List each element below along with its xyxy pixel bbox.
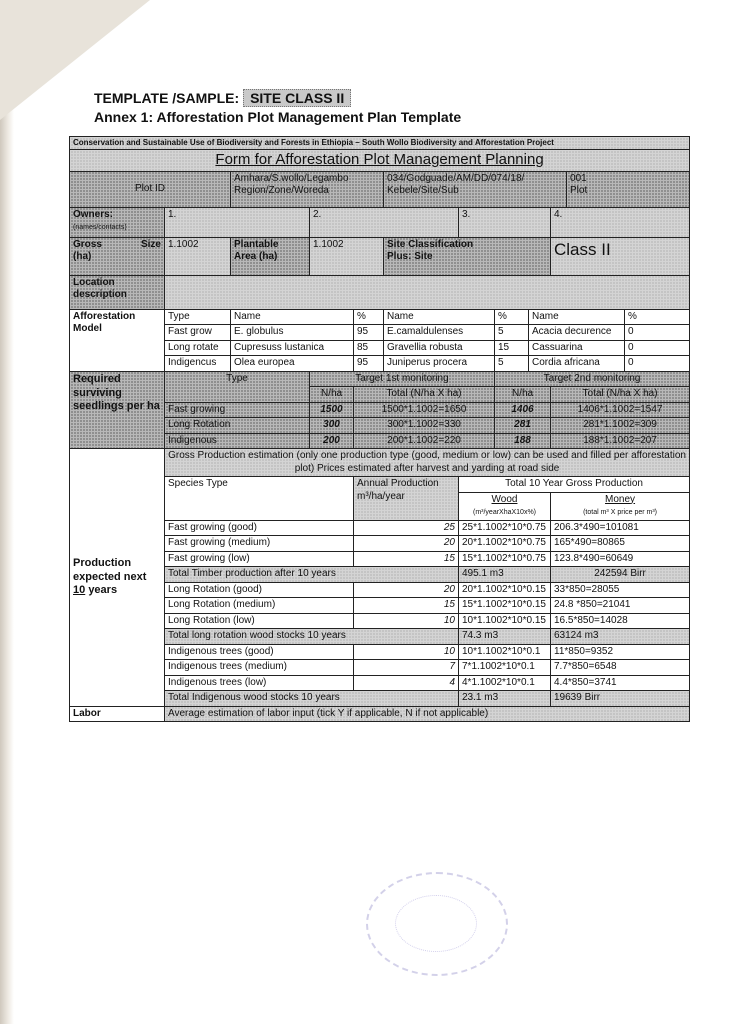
production-species: Indigenous trees (good)	[165, 644, 354, 660]
model-pct-2: 5	[495, 356, 529, 372]
production-wood: 15*1.1002*10*0.75	[459, 551, 551, 567]
production-header-wood-sub: (m³/yearXhaX10x%)	[472, 509, 537, 517]
model-header-pct-1: %	[354, 309, 384, 325]
owners-sublabel: (names/contacts)	[73, 224, 127, 232]
gross-size-value: 1.1002	[165, 237, 231, 275]
production-annual: 25	[354, 520, 459, 536]
production-species: Indigenous trees (medium)	[165, 660, 354, 676]
seedlings-header-target-1: Target 1st monitoring	[310, 371, 495, 387]
page-edge-shadow	[0, 0, 14, 1024]
seedlings-type: Long Rotation	[165, 418, 310, 434]
plantable-label-b: Area (ha)	[234, 251, 278, 263]
owner-1: 1.	[165, 207, 310, 237]
model-header-name-1: Name	[231, 309, 354, 325]
model-type: Fast grow	[165, 325, 231, 341]
seedlings-total-2: 188*1.1002=207	[551, 433, 690, 449]
afforestation-model-label	[70, 309, 165, 371]
kebele-label: Kebele/Site/Sub	[387, 185, 459, 197]
model-name-1: E. globulus	[231, 325, 354, 341]
faded-stamp-inner	[395, 895, 477, 952]
location-label: Location description	[70, 275, 165, 309]
plot-value: 001	[570, 172, 587, 184]
labor-label: Labor	[70, 706, 165, 722]
production-wood: 20*1.1002*10*0.75	[459, 536, 551, 552]
model-header-type: Type	[165, 309, 231, 325]
model-name-2: E.camaldulenses	[384, 325, 495, 341]
production-wood: 10*1.1002*10*0.1	[459, 644, 551, 660]
production-wood: 25*1.1002*10*0.75	[459, 520, 551, 536]
plantable-area-label	[231, 237, 310, 275]
production-annual: 7	[354, 660, 459, 676]
production-money: 16.5*850=14028	[551, 613, 690, 629]
model-name-2: Gravellia robusta	[384, 340, 495, 356]
plot-management-form	[69, 136, 690, 722]
production-header-total: Total 10 Year Gross Production	[459, 477, 690, 493]
site-class-value: Class II	[551, 237, 690, 275]
model-header-pct-3: %	[625, 309, 690, 325]
production-total-wood: 74.3 m3	[459, 629, 551, 645]
production-species: Fast growing (low)	[165, 551, 354, 567]
production-total-money: 242594 Birr	[551, 567, 690, 583]
production-species: Fast growing (medium)	[165, 536, 354, 552]
site-label-b: Plus: Site	[387, 251, 433, 263]
production-wood: 20*1.1002*10*0.15	[459, 582, 551, 598]
labor-text: Average estimation of labor input (tick Y if applicable, N if not applicable)	[165, 706, 690, 722]
production-annual: 4	[354, 675, 459, 691]
seedlings-header-total-2: Total (N/ha X ha)	[551, 387, 690, 403]
model-name-1: Olea europea	[231, 356, 354, 372]
plot-label: Plot	[570, 185, 588, 197]
seedlings-type: Fast growing	[165, 402, 310, 418]
production-header-annual: Annual Production m³/ha/year	[354, 477, 459, 521]
model-pct-1: 95	[354, 325, 384, 341]
production-money: 11*850=9352	[551, 644, 690, 660]
seedlings-nha-2: 1406	[495, 402, 551, 418]
production-label-c: 10	[73, 584, 86, 597]
production-money: 7.7*850=6548	[551, 660, 690, 676]
owners-label: Owners:	[73, 208, 114, 220]
model-header-name-3: Name	[529, 309, 625, 325]
owner-2: 2.	[310, 207, 459, 237]
seedlings-nha-1: 1500	[310, 402, 354, 418]
model-type: Indigencus	[165, 356, 231, 372]
production-note: Gross Production estimation (only one production type (good, medium or low) can be used and filled per afforestation plot) Prices estimated after harvest and yarding at road side	[165, 449, 690, 477]
production-annual: 20	[354, 582, 459, 598]
gross-label-c: (ha)	[73, 251, 92, 263]
owner-4: 4.	[551, 207, 690, 237]
production-annual: 15	[354, 598, 459, 614]
model-label-b: Model	[73, 323, 102, 335]
production-total-wood: 495.1 m3	[459, 567, 551, 583]
template-heading	[94, 90, 351, 106]
template-prefix: TEMPLATE /SAMPLE:	[94, 90, 240, 106]
model-header-name-2: Name	[384, 309, 495, 325]
production-label	[70, 449, 165, 707]
gross-label-b: Size	[140, 238, 161, 250]
model-pct-3: 0	[625, 325, 690, 341]
gross-label-a: Gross	[73, 238, 102, 250]
seedlings-type: Indigenous	[165, 433, 310, 449]
production-total-wood: 23.1 m3	[459, 691, 551, 707]
production-total-label: Total long rotation wood stocks 10 years	[165, 629, 459, 645]
production-label-d: years	[88, 584, 118, 597]
project-title: Conservation and Sustainable Use of Biodiversity and Forests in Ethiopia – South Wollo Biodiversity and Afforestation Project	[70, 137, 690, 150]
region-label: Region/Zone/Woreda	[234, 185, 329, 197]
model-name-1: Cupresuss lustanica	[231, 340, 354, 356]
model-label-a: Afforestation	[73, 310, 136, 322]
production-species: Long Rotation (medium)	[165, 598, 354, 614]
region-cell	[231, 171, 384, 207]
production-wood: 10*1.1002*10*0.15	[459, 613, 551, 629]
production-wood: 4*1.1002*10*0.1	[459, 675, 551, 691]
site-class-highlight: SITE CLASS II	[243, 89, 351, 107]
region-value: Amhara/S.wollo/Legambo	[234, 172, 349, 184]
site-classification-label	[384, 237, 551, 275]
model-pct-1: 95	[354, 356, 384, 372]
plantable-label-a: Plantable	[234, 238, 279, 250]
seedlings-header-nha-2: N/ha	[495, 387, 551, 403]
production-annual: 10	[354, 644, 459, 660]
production-header-money: Money	[605, 493, 636, 505]
production-annual: 15	[354, 551, 459, 567]
form-title: Form for Afforestation Plot Management Planning	[70, 150, 690, 172]
seedlings-header-nha-1: N/ha	[310, 387, 354, 403]
model-name-2: Juniperus procera	[384, 356, 495, 372]
model-pct-3: 0	[625, 356, 690, 372]
production-money: 24.8 *850=21041	[551, 598, 690, 614]
seedlings-total-2: 1406*1.1002=1547	[551, 402, 690, 418]
production-wood: 7*1.1002*10*0.1	[459, 660, 551, 676]
owner-3: 3.	[459, 207, 551, 237]
seedlings-nha-2: 188	[495, 433, 551, 449]
production-header-wood-cell	[459, 492, 551, 520]
owners-label-cell	[70, 207, 165, 237]
model-name-3: Cordia africana	[529, 356, 625, 372]
plot-cell	[567, 171, 690, 207]
required-seedlings-label: Required surviving seedlings per ha	[70, 371, 165, 449]
seedlings-nha-1: 300	[310, 418, 354, 434]
production-annual: 10	[354, 613, 459, 629]
seedlings-total-1: 200*1.1002=220	[354, 433, 495, 449]
production-total-money: 19639 Birr	[551, 691, 690, 707]
production-species: Long Rotation (low)	[165, 613, 354, 629]
site-label-a: Site Classification	[387, 238, 474, 250]
production-wood: 15*1.1002*10*0.15	[459, 598, 551, 614]
production-species: Indigenous trees (low)	[165, 675, 354, 691]
kebele-cell	[384, 171, 567, 207]
production-total-label: Total Indigenous wood stocks 10 years	[165, 691, 459, 707]
production-label-b: expected next	[73, 570, 147, 583]
model-pct-3: 0	[625, 340, 690, 356]
plantable-area-value: 1.1002	[310, 237, 384, 275]
plot-id-label: Plot ID	[70, 171, 231, 207]
production-total-money: 63124 m3	[551, 629, 690, 645]
production-money: 33*850=28055	[551, 582, 690, 598]
model-name-3: Acacia decurence	[529, 325, 625, 341]
production-header-wood: Wood	[491, 493, 518, 505]
seedlings-nha-2: 281	[495, 418, 551, 434]
seedlings-total-2: 281*1.1002=309	[551, 418, 690, 434]
kebele-value: 034/Godguade/AM/DD/074/18/	[387, 172, 525, 184]
production-header-money-cell	[551, 492, 690, 520]
location-value	[165, 275, 690, 309]
model-type: Long rotate	[165, 340, 231, 356]
production-money: 165*490=80865	[551, 536, 690, 552]
seedlings-header-total-1: Total (N/ha X ha)	[354, 387, 495, 403]
model-pct-2: 5	[495, 325, 529, 341]
model-header-pct-2: %	[495, 309, 529, 325]
gross-size-label	[70, 237, 165, 275]
model-pct-2: 15	[495, 340, 529, 356]
production-annual: 20	[354, 536, 459, 552]
production-money: 206.3*490=101081	[551, 520, 690, 536]
seedlings-header-type: Type	[165, 371, 310, 402]
seedlings-total-1: 1500*1.1002=1650	[354, 402, 495, 418]
production-total-label: Total Timber production after 10 years	[165, 567, 459, 583]
production-header-species: Species Type	[165, 477, 354, 521]
production-species: Long Rotation (good)	[165, 582, 354, 598]
annex-heading: Annex 1: Afforestation Plot Management Plan Template	[94, 109, 462, 125]
seedlings-nha-1: 200	[310, 433, 354, 449]
seedlings-total-1: 300*1.1002=330	[354, 418, 495, 434]
model-pct-1: 85	[354, 340, 384, 356]
production-header-money-sub: (total m³ X price per m³)	[583, 509, 657, 517]
production-money: 123.8*490=60649	[551, 551, 690, 567]
production-label-a: Production	[73, 556, 132, 569]
production-money: 4.4*850=3741	[551, 675, 690, 691]
production-species: Fast growing (good)	[165, 520, 354, 536]
seedlings-header-target-2: Target 2nd monitoring	[495, 371, 690, 387]
model-name-3: Cassuarina	[529, 340, 625, 356]
